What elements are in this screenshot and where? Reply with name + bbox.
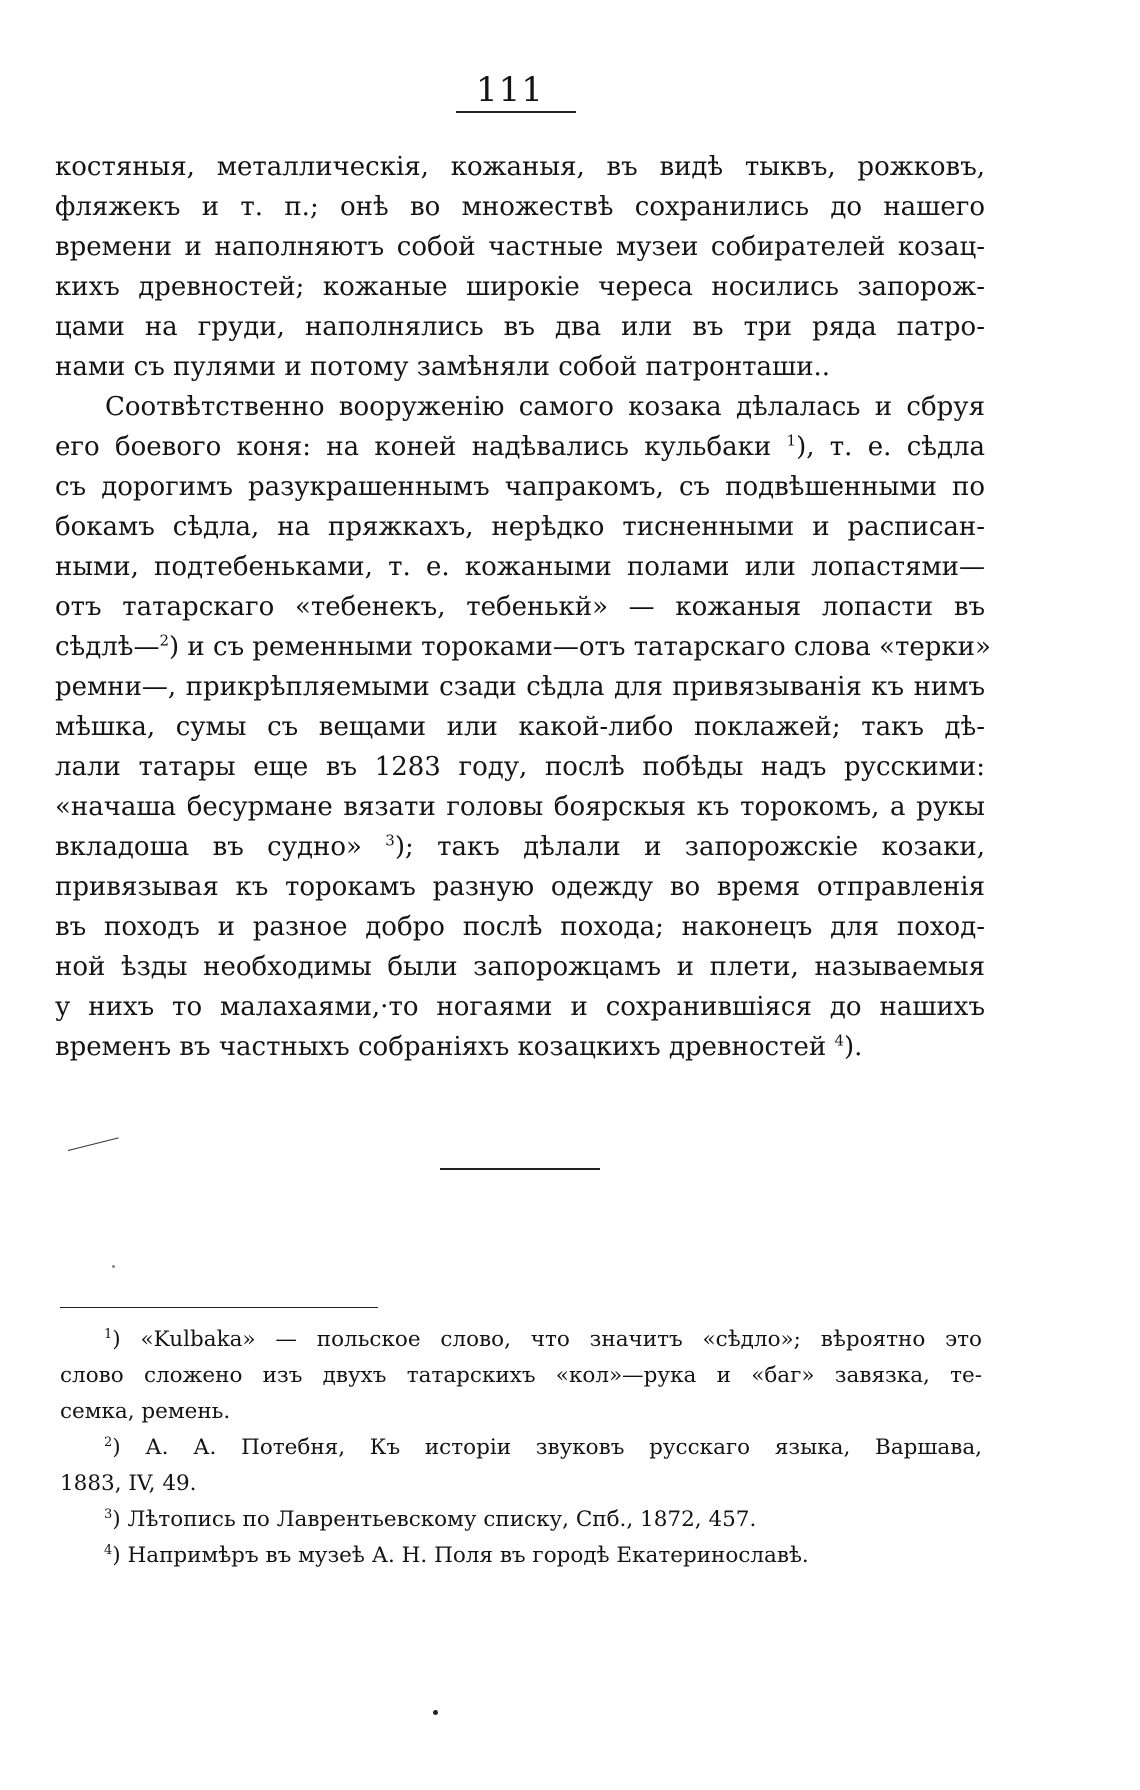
footnote-line: слово сложено изъ двухъ татарскихъ «кол»—рука и «баг» завязка, те- [60,1363,982,1388]
text-line: «начаша бесурмане вязати головы боярскыя къ торокомъ, а рукы [55,792,985,822]
text-line: отъ татарскаго «тебенекъ, тебенькй» — кожаныя лопасти въ [55,592,985,622]
text-line: костяныя, металлическія, кожаныя, въ видѣ тыквъ, рожковъ, [55,152,985,182]
footnotes [60,1322,982,1574]
text-line: фляжекъ и т. п.; онѣ во множествѣ сохранились до нашего [55,192,985,222]
footnote-4: $^4$) Напримѣръ въ музеѣ А. Н. Поля въ городѣ Екатеринославѣ. [104,1542,809,1568]
text-line: съ дорогимъ разукрашеннымъ чапракомъ, съ подвѣшенными по [55,472,985,502]
footnote-line: 1883, IV, 49. [60,1471,197,1496]
ink-speck [433,1710,438,1715]
section-end-rule [440,1168,600,1170]
footnote-1: $^1$) «Kulbaka» — польское слово, что значитъ «сѣдло»; вѣроятно это [104,1326,982,1352]
text-line: ной ѣзды необходимы были запорожцамъ и плети, называемыя [55,952,985,982]
text-line: сѣдлѣ—$^2$) и съ ременными тороками—отъ татарскаго слова «терки» [55,631,991,662]
header-rule [456,111,576,113]
paragraph-1 [55,147,985,387]
text-line: цами на груди, наполнялись въ два или въ три ряда патро- [55,312,985,342]
text-line: кихъ древностей; кожаные широкіе череса носились запорож- [55,272,985,302]
text-line: у нихъ то малахаями,·то ногаями и сохранившіяся до нашихъ [55,992,985,1022]
text-line: времени и наполняютъ собой частные музеи собирателей козац- [55,232,985,262]
text-line: ными, подтебеньками, т. е. кожаными полами или лопастями— [55,552,985,582]
text-line: вкладоша въ судно» $^3$); такъ дѣлали и запорожскіе козаки, [55,831,985,862]
text-line: въ походъ и разное добро послѣ похода; наконецъ для поход- [55,912,985,942]
footnote-ref: 3 [385,831,395,850]
text-line: лали татары еще въ 1283 году, послѣ побѣды надъ русскими: [55,752,985,782]
footnote-3: $^3$) Лѣтопись по Лаврентьевскому списку, Спб., 1872, 457. [104,1506,757,1532]
page-number: 111 [476,70,544,110]
text-line: ремни—, прикрѣпляемыми сзади сѣдла для привязыванія къ нимъ [55,672,985,702]
paragraph-2 [55,387,991,1067]
footnote-marker: 4 [104,1542,113,1558]
text-line: нами съ пулями и потому замѣняли собой патронташи.. [55,352,831,382]
text-line: его боевого коня: на коней надѣвались кульбаки $^1$), т. е. сѣдла [55,431,985,462]
text-line: бокамъ сѣдла, на пряжкахъ, нерѣдко тисненными и расписан- [55,512,985,542]
body-text [55,147,991,1067]
footnote-separator [60,1307,378,1308]
footnote-line: семка, ремень. [60,1399,231,1424]
footnote-marker: 2 [104,1434,113,1450]
footnote-2: $^2$) А. А. Потебня, Къ исторіи звуковъ русскаго языка, Варшава, [104,1434,982,1460]
stray-pen-mark [68,1137,119,1151]
text-line: мѣшка, сумы съ вещами или какой-либо поклажей; такъ дѣ- [55,712,985,742]
text-line: привязывая къ торокамъ разную одежду во время отправленія [55,872,985,902]
footnote-ref: 2 [159,631,169,650]
ink-speck [112,1265,115,1268]
footnote-ref: 4 [834,1031,845,1050]
text-line: временъ въ частныхъ собраніяхъ козацкихъ древностей $^4$). [55,1031,863,1062]
footnote-marker: 1 [104,1326,113,1342]
footnote-marker: 3 [104,1506,113,1522]
text-line: Соотвѣтственно вооруженію самого козака дѣлалась и сбруя [105,392,985,422]
footnote-ref: 1 [786,431,797,450]
